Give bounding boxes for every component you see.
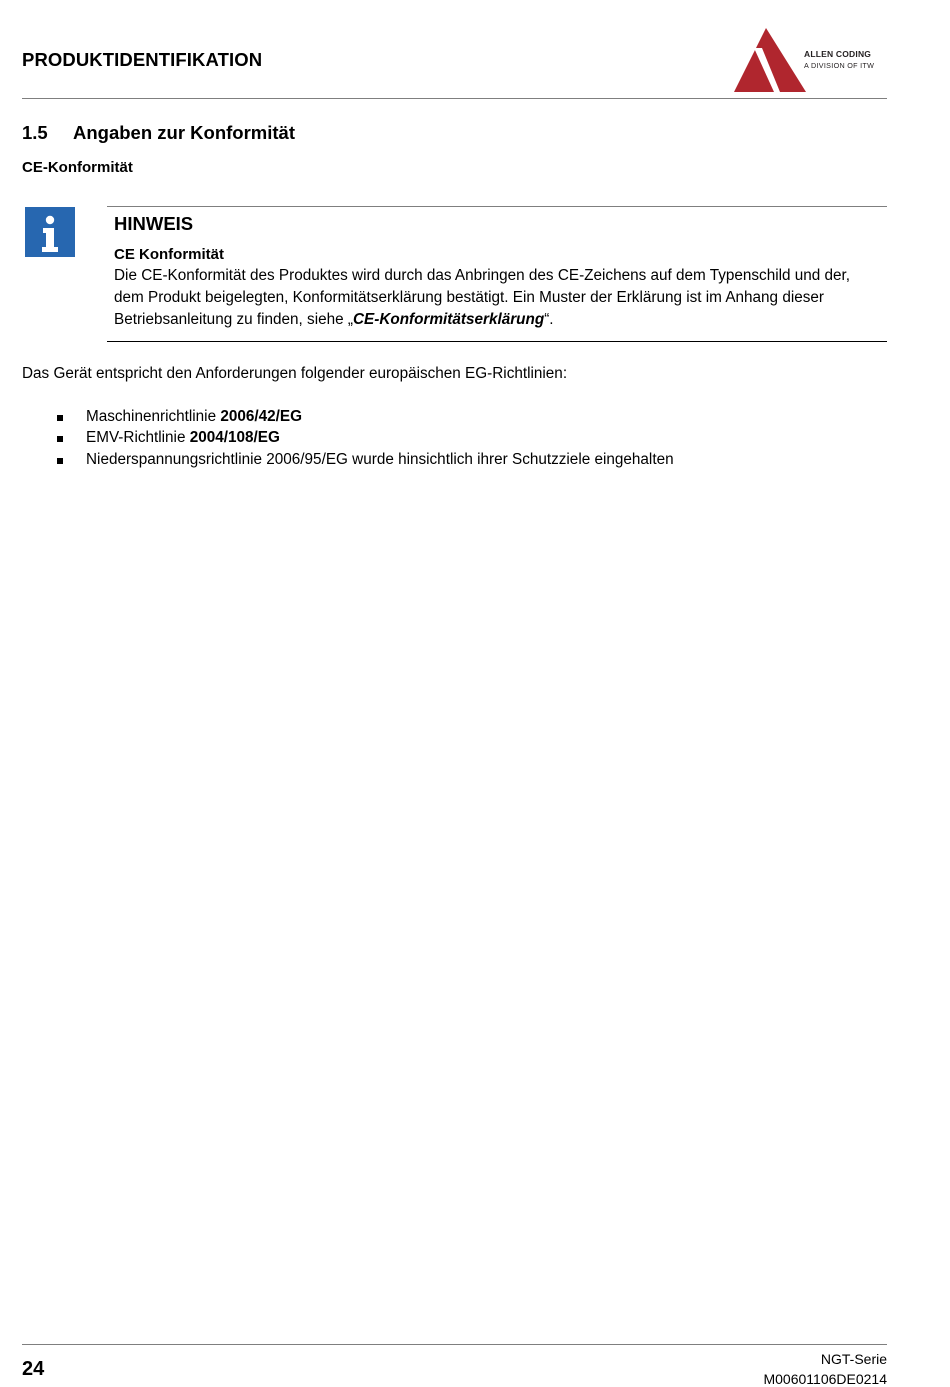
note-body: [114, 265, 884, 331]
footer-series: NGT-Serie: [820, 1351, 887, 1367]
allen-coding-logo: [732, 26, 892, 96]
section-number: 1.5: [22, 122, 48, 143]
intro-paragraph: Das Gerät entspricht den Anforderungen folgender europäischen EG-Richtlinien:: [22, 365, 568, 382]
footer-divider: [22, 1344, 887, 1345]
header-title: PRODUKTIDENTIFIKATION: [22, 49, 263, 70]
logo-company-name: ALLEN CODING: [804, 49, 872, 59]
directive-label: EMV-Richtlinie: [86, 429, 190, 446]
directive-number: 2004/108/EG: [189, 429, 280, 446]
info-icon: [25, 207, 75, 257]
bullet-icon: [57, 458, 63, 464]
footer-document-number: M00601106DE0214: [763, 1371, 887, 1387]
directive-label: Maschinenrichtlinie: [86, 408, 221, 425]
subsection-heading: CE-Konformität: [22, 159, 133, 176]
note-body-end: “.: [544, 311, 554, 328]
directive-number: 2006/42/EG: [220, 408, 302, 425]
note-body-text: Die CE-Konformität des Produktes wird durch das Anbringen des CE-Zeichens auf dem Typenschild und der, dem Produkt beigelegten, Konformitätserklärung bestätigt. Ein Muster der Erklärung ist im Anhang dieser Betriebsanleitung zu finden, siehe „: [114, 267, 851, 328]
page-number: 24: [22, 1358, 45, 1380]
note-top-rule: [107, 206, 887, 207]
logo-triangle-icon: [732, 26, 812, 96]
bullet-icon: [57, 436, 63, 442]
note-bottom-rule: [107, 341, 887, 342]
note-subtitle: CE Konformität: [114, 246, 224, 263]
section-title: Angaben zur Konformität: [73, 122, 295, 143]
logo-company-subtitle: A DIVISION OF ITW: [804, 61, 875, 70]
note-title: HINWEIS: [114, 213, 194, 234]
bullet-icon: [57, 415, 63, 421]
directive-label: Niederspannungsrichtlinie 2006/95/EG wurde hinsichtlich ihrer Schutzziele eingehalten: [86, 451, 674, 468]
note-body-reference: CE-Konformitätserklärung: [352, 311, 545, 328]
section-heading: [22, 122, 295, 144]
header-divider: [22, 98, 887, 99]
